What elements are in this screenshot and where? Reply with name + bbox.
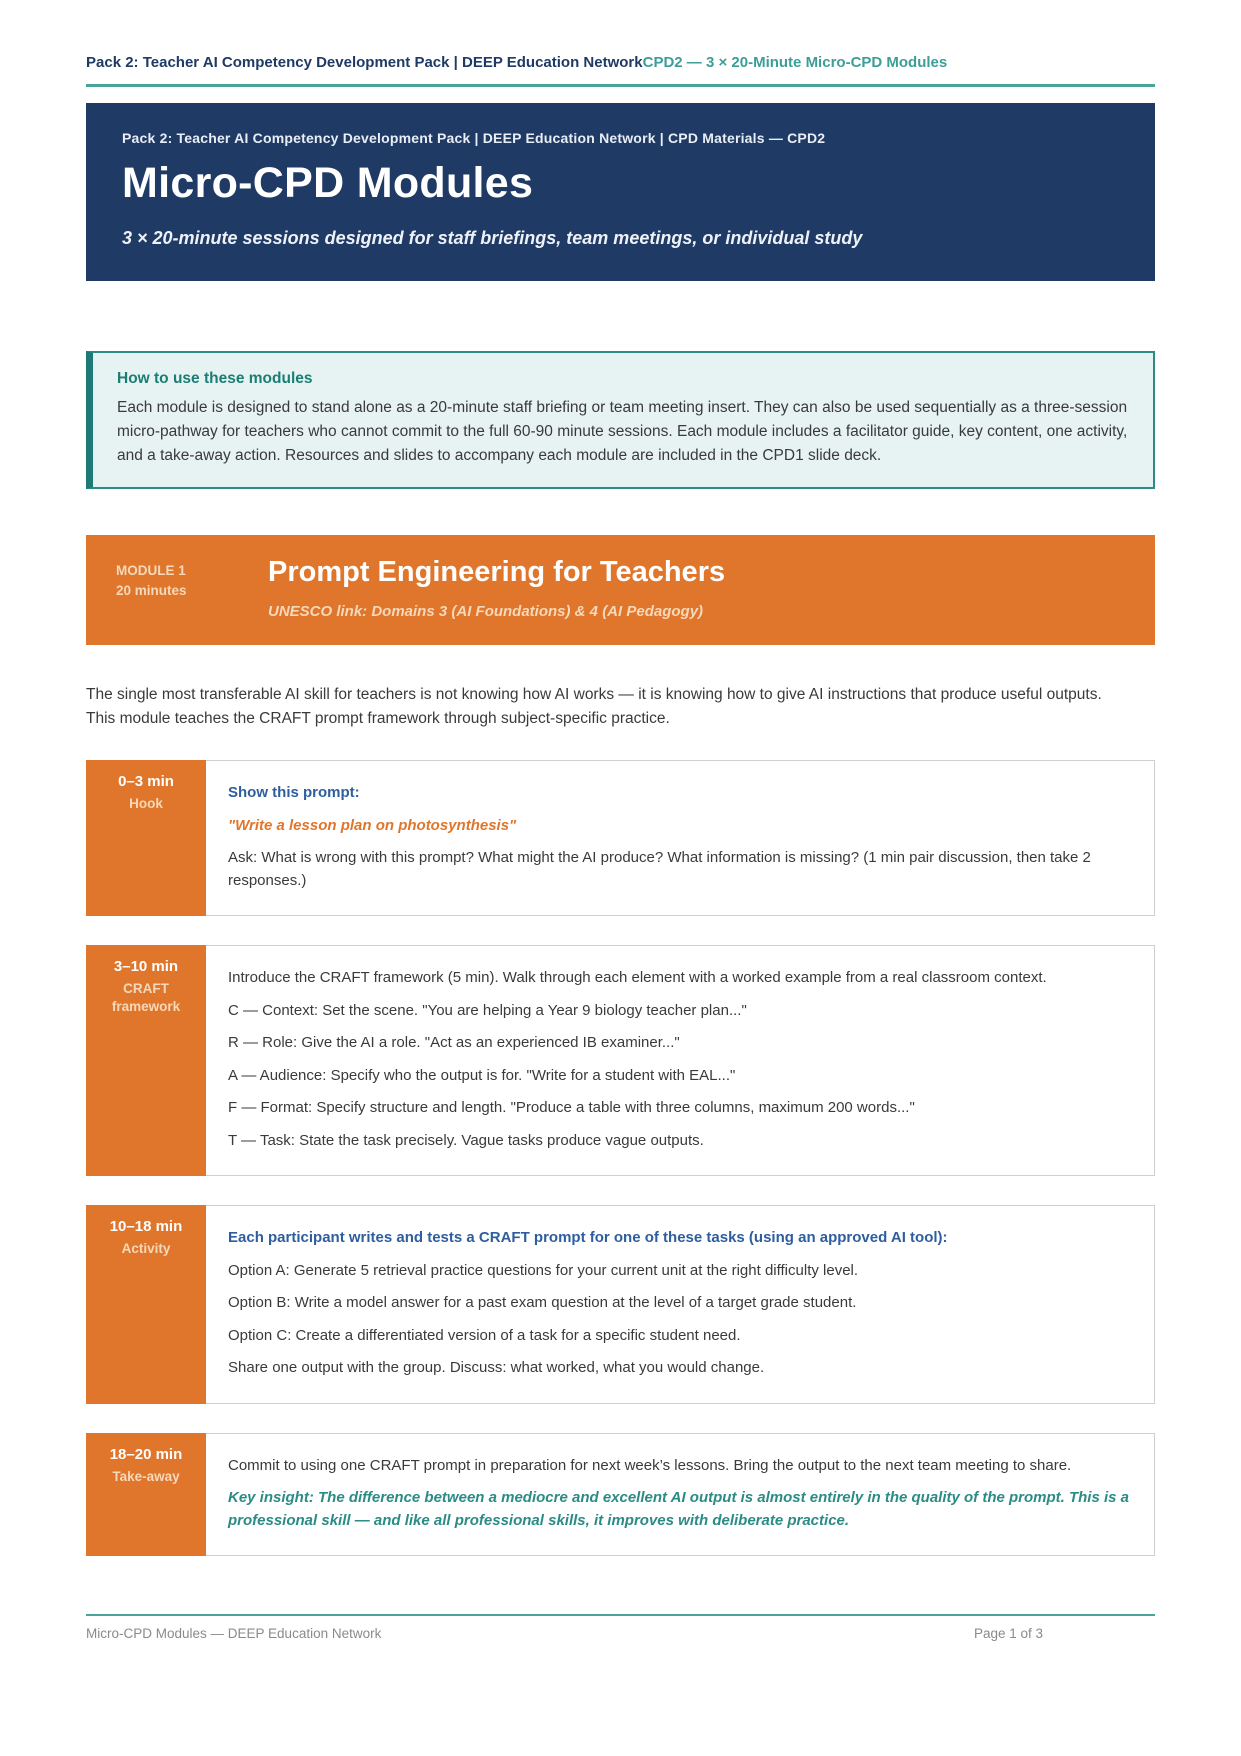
- footer-page-number: Page 1 of 3: [973, 1626, 1043, 1642]
- page-subtitle: 3 × 20-minute sessions designed for staff briefings, team meetings, or individual study: [122, 228, 863, 248]
- module-duration: 20 minutes: [116, 583, 187, 599]
- breadcrumb: [86, 54, 1155, 87]
- content-text: Option A: Generate 5 retrieval practice questions for your current unit at the right difficulty level.: [228, 1261, 859, 1279]
- key-insight: Key insight: The difference between a mediocre and excellent AI output is almost entirely in the quality of the prompt. This is a professional skill — and like all professional skills, it improves with deliberate practice.: [228, 1489, 1130, 1529]
- module-banner-label-block: [116, 556, 268, 620]
- page-footer: [86, 1614, 1155, 1641]
- module-unesco-link: UNESCO link: Domains 3 (AI Foundations) & 4 (AI Pedagogy): [268, 603, 704, 621]
- schedule-row: [86, 945, 1155, 1176]
- content-text: Option B: Write a model answer for a past exam question at the level of a target grade student.: [228, 1294, 857, 1312]
- title-banner: [86, 103, 1155, 281]
- module-schedule: [86, 760, 1155, 1556]
- schedule-time-block: [86, 760, 206, 916]
- schedule-content: [206, 945, 1155, 1176]
- content-text: Ask: What is wrong with this prompt? What might the AI produce? What information is missing? (1 min pair discussion, then take 2 responses.): [228, 849, 1091, 889]
- content-text: Share one output with the group. Discuss: what worked, what you would change.: [228, 1359, 765, 1377]
- page-title: Micro-CPD Modules: [122, 159, 534, 207]
- phase-label: CRAFT framework: [111, 981, 181, 1015]
- module-intro-paragraph: The single most transferable AI skill for teachers is not knowing how AI works — it is knowing how to give AI instructions that produce useful outputs. This module teaches the CRAFT prompt framework through subject-specific practice.: [86, 686, 1102, 728]
- phase-label: Take-away: [112, 1468, 180, 1484]
- phase-label: Hook: [129, 796, 163, 812]
- content-text: Introduce the CRAFT framework (5 min). Walk through each element with a worked example from a real classroom context.: [228, 969, 1047, 987]
- prompt-quote: "Write a lesson plan on photosynthesis": [228, 816, 517, 834]
- schedule-time-block: [86, 945, 206, 1176]
- module-number: MODULE 1: [116, 563, 186, 579]
- content-text: A — Audience: Specify who the output is for. "Write for a student with EAL...": [228, 1066, 736, 1084]
- content-heading: Each participant writes and tests a CRAFT prompt for one of these tasks (using an approved AI tool):: [228, 1229, 948, 1247]
- phase-label: Activity: [121, 1241, 171, 1257]
- how-to-use-box: [86, 351, 1155, 489]
- schedule-row: [86, 760, 1155, 916]
- content-text: Commit to using one CRAFT prompt in preparation for next week’s lessons. Bring the output to the next team meeting to share.: [228, 1456, 1072, 1474]
- breadcrumb-doc-title: CPD2 — 3 × 20-Minute Micro-CPD Modules: [642, 54, 948, 71]
- how-to-use-heading: How to use these modules: [117, 370, 313, 387]
- module-title: Prompt Engineering for Teachers: [268, 556, 726, 589]
- footer-doc-title: Micro-CPD Modules — DEEP Education Network: [86, 1626, 382, 1642]
- time-range: 3–10 min: [113, 958, 179, 976]
- module-banner: [86, 535, 1155, 645]
- content-heading: Show this prompt:: [228, 784, 360, 802]
- how-to-use-body: Each module is designed to stand alone as a 20-minute staff briefing or team meeting insert. They can also be used sequentially as a three-session micro-pathway for teachers who cannot commit to the full 60-90 minute sessions. Each module includes a facilitator guide, key content, one activity, and a take-away action. Resources and slides to accompany each module are included in the CPD1 slide deck.: [117, 399, 1128, 465]
- schedule-row: [86, 1433, 1155, 1557]
- time-range: 0–3 min: [118, 773, 174, 791]
- banner-meta: Pack 2: Teacher AI Competency Development Pack | DEEP Education Network | CPD Materials — CPD2: [122, 130, 826, 146]
- time-range: 10–18 min: [109, 1218, 183, 1236]
- schedule-time-block: [86, 1205, 206, 1404]
- schedule-content: [206, 1433, 1155, 1557]
- content-text: T — Task: State the task precisely. Vague tasks produce vague outputs.: [228, 1131, 704, 1149]
- content-text: Option C: Create a differentiated version of a task for a specific student need.: [228, 1326, 741, 1344]
- schedule-content: [206, 760, 1155, 916]
- content-text: F — Format: Specify structure and length. "Produce a table with three columns, maximum 200 words...": [228, 1099, 915, 1117]
- schedule-time-block: [86, 1433, 206, 1557]
- time-range: 18–20 min: [109, 1445, 183, 1463]
- breadcrumb-pack-title: Pack 2: Teacher AI Competency Development Pack | DEEP Education Network: [86, 54, 643, 71]
- schedule-content: [206, 1205, 1155, 1404]
- module-banner-main: [268, 556, 725, 620]
- content-text: R — Role: Give the AI a role. "Act as an experienced IB examiner...": [228, 1034, 680, 1052]
- content-text: C — Context: Set the scene. "You are helping a Year 9 biology teacher plan...": [228, 1001, 747, 1019]
- schedule-row: [86, 1205, 1155, 1404]
